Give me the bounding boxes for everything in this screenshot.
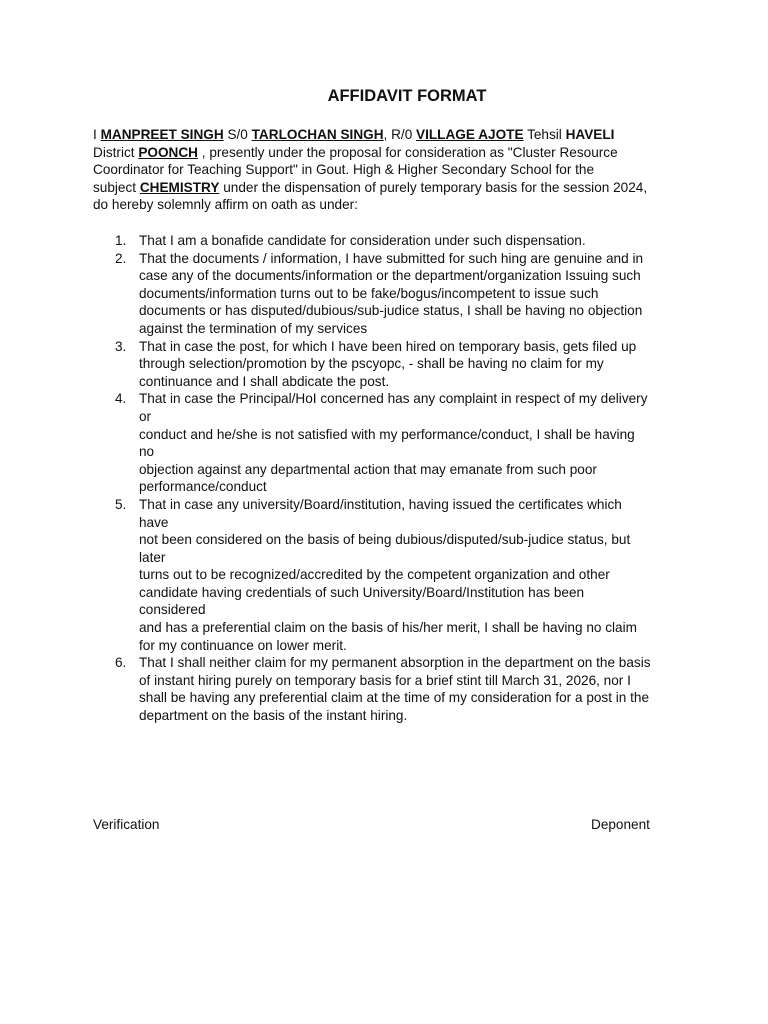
affirmation-item	[93, 250, 693, 338]
intro-line	[93, 179, 683, 197]
item-line: and has a preferential claim on the basis of his/her merit, I shall be having no claim	[139, 620, 637, 636]
text-run: District	[93, 144, 139, 160]
verification-label: Verification	[93, 817, 160, 832]
intro-line	[93, 126, 683, 144]
intro-line	[93, 144, 683, 162]
item-number: 2.	[115, 250, 127, 266]
item-line: shall be having any preferential claim at the time of my consideration for a post in the	[139, 690, 650, 706]
item-line: later	[139, 549, 166, 565]
item-line: That I shall neither claim for my permanent absorption in the department on the basis	[139, 655, 651, 671]
item-number: 3.	[115, 338, 127, 354]
item-line: not been considered on the basis of being dubious/disputed/sub-judice status, but	[139, 532, 631, 548]
intro-line: do hereby solemnly affirm on oath as under:	[93, 197, 358, 213]
tehsil-name: HAVELI	[565, 127, 615, 142]
text-run: I	[93, 127, 101, 142]
text-run: Tehsil	[523, 127, 566, 142]
intro-line: Coordinator for Teaching Support" in Gout. High & Higher Secondary School for the	[93, 162, 595, 178]
affirmation-item	[93, 654, 693, 724]
item-line: of instant hiring purely on temporary basis for a brief stint till March 31, 2026, nor I	[139, 672, 631, 688]
affirmation-item	[93, 390, 693, 496]
district-name: POONCH	[138, 144, 198, 160]
item-line: considered	[139, 602, 206, 618]
text-run: , presently under the proposal for consideration as "Cluster Resource	[197, 144, 618, 160]
item-line: have	[139, 514, 169, 530]
text-run: subject	[93, 179, 140, 195]
affirmation-item	[93, 496, 693, 654]
item-line: case any of the documents/information or the department/organization Issuing such	[139, 268, 641, 284]
affirmation-item	[93, 338, 693, 391]
item-line: candidate having credentials of such University/Board/Institution has been	[139, 584, 585, 600]
intro-paragraph	[93, 126, 683, 214]
subject-name: CHEMISTRY	[139, 179, 220, 195]
village-name: VILLAGE AJOTE	[416, 127, 524, 142]
item-line: That I am a bonafide candidate for consideration under such dispensation.	[139, 233, 586, 248]
text-run: under the dispensation of purely temporary basis for the session 2024,	[219, 179, 648, 195]
item-line: continuance and I shall abdicate the post.	[139, 373, 390, 389]
document-title: AFFIDAVIT FORMAT	[327, 87, 487, 105]
item-number: 1.	[115, 233, 127, 248]
item-line: That in case the post, for which I have been hired on temporary basis, gets filed up	[139, 338, 637, 354]
item-number: 4.	[115, 391, 127, 407]
item-line: department on the basis of the instant hiring.	[139, 708, 408, 724]
deponent-name: MANPREET SINGH	[100, 127, 224, 142]
text-run: , R/0	[383, 127, 417, 142]
item-line: for my continuance on lower merit.	[139, 637, 347, 653]
father-name: TARLOCHAN SINGH	[251, 127, 384, 142]
item-line: conduct and he/she is not satisfied with my performance/conduct, I shall be having	[139, 426, 635, 442]
affirmation-list	[93, 232, 693, 725]
affirmation-item	[93, 232, 693, 250]
item-line: documents/information turns out to be fake/bogus/incompetent to issue such	[139, 285, 599, 301]
item-line: That in case any university/Board/institution, having issued the certificates which	[139, 496, 622, 512]
item-line: performance/conduct	[139, 479, 267, 495]
item-line: no	[139, 444, 155, 460]
deponent-label: Deponent	[591, 817, 650, 832]
item-line: That the documents / information, I have submitted for such hing are genuine and in	[139, 250, 644, 266]
item-line: against the termination of my services	[139, 320, 368, 336]
text-run: S/0	[223, 127, 252, 142]
item-number: 6.	[115, 655, 127, 671]
item-number: 5.	[115, 496, 127, 512]
item-line: objection against any departmental action that may emanate from such poor	[139, 461, 597, 477]
item-line: turns out to be recognized/accredited by the competent organization and other	[139, 567, 610, 583]
item-line: That in case the Principal/HoI concerned has any complaint in respect of my delivery	[139, 391, 648, 407]
item-line: or	[139, 408, 152, 424]
item-line: through selection/promotion by the pscyopc, - shall be having no claim for my	[139, 356, 604, 372]
item-line: documents or has disputed/dubious/sub-judice status, I shall be having no objection	[139, 303, 643, 319]
